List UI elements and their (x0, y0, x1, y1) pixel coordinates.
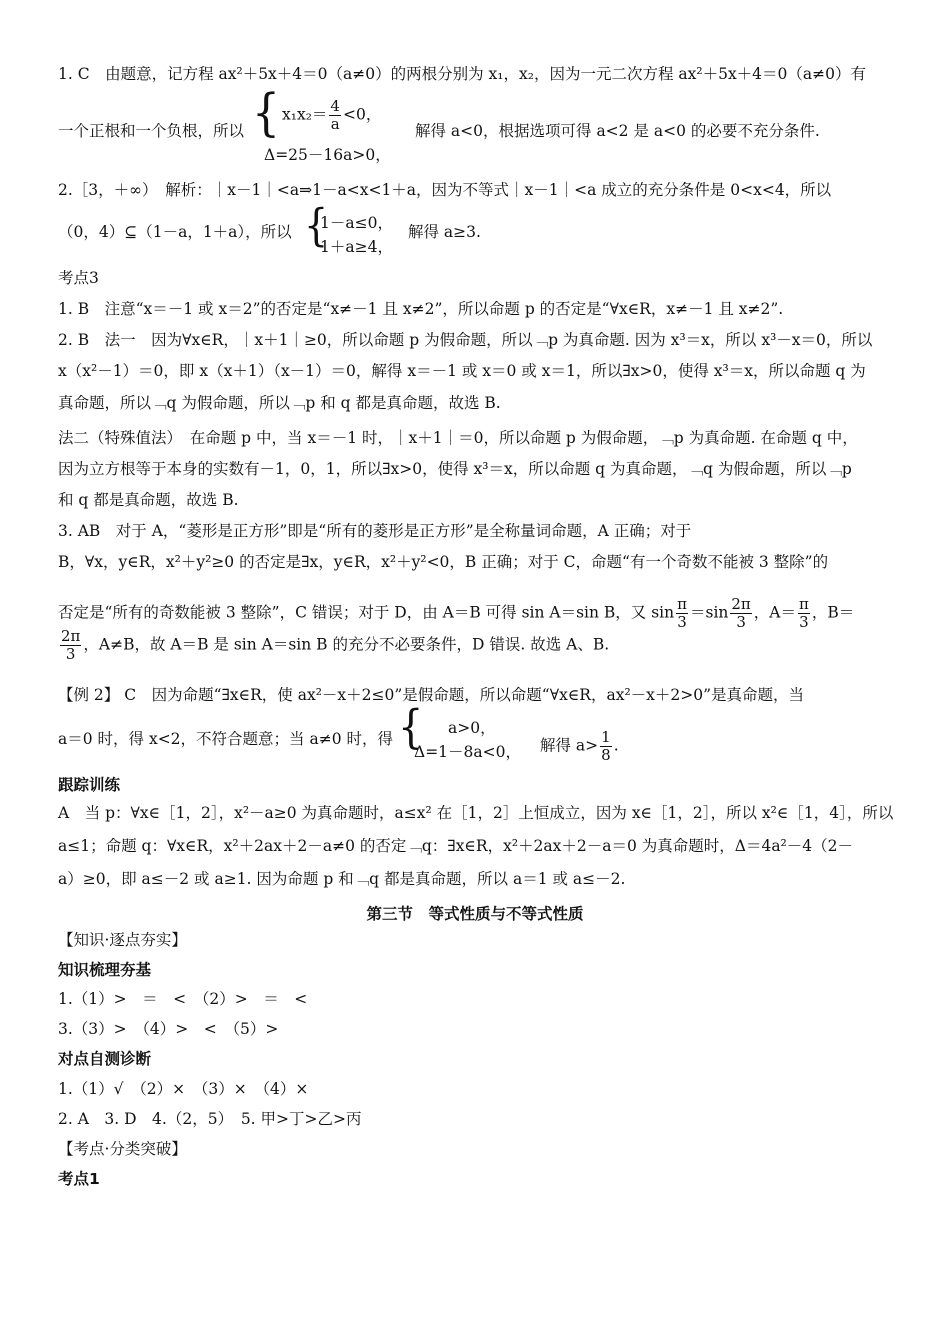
text-line: A 当 p：∀x∈［1，2］，x²－a≥0 为真命题时，a≤x² 在［1，2］上恒成立，因为 x∈［1，2］，所以 x²∈［1，4］，所以 (58, 804, 894, 822)
text-line: a）≥0，即 a≤－2 或 a≥1. 因为命题 p 和﹁q 都是真命题，所以 a＝1 或 a≤－2. (58, 870, 626, 888)
system-brace: { (398, 700, 424, 754)
text-segment: 解得 a> (540, 736, 599, 755)
equation-row: Δ=1－8a<0， (414, 743, 521, 761)
text-line: 解得 a≥3. (408, 223, 481, 241)
text-line: 解得 a<0，根据选项可得 a<2 是 a<0 的必要不充分条件. (415, 122, 820, 140)
text-line: a≤1；命题 q：∀x∈R，x²＋2ax＋2－a≠0 的否定﹁q：∃x∈R，x²＋2ax＋2－a＝0 为真命题时，Δ＝4a²－4（2－ (58, 837, 853, 855)
text-segment: ，B＝ (811, 603, 855, 622)
text-line (540, 729, 619, 764)
fraction: $\frac{2\pi}{3}$ (61, 627, 81, 663)
fraction: $\frac{\pi}{3}$ (799, 595, 809, 631)
text-line: 3. AB 对于 A，“菱形是正方形”即是“所有的菱形是正方形”是全称量词命题，A 正确；对于 (58, 522, 692, 540)
text-segment: ＝sin (689, 603, 729, 622)
text-segment: 否定是“所有的奇数能被 3 整除”，C 错误；对于 D，由 A＝B 可得 sin A＝sin B，又 sin (58, 603, 675, 622)
equation-row: 1＋a≥4， (320, 238, 393, 256)
text-line: 考点3 (58, 269, 99, 287)
text-line: a＝0 时，得 x<2，不符合题意；当 a≠0 时，得 (58, 730, 393, 748)
text-segment: . (613, 736, 619, 755)
text-line: 和 q 都是真命题，故选 B. (58, 491, 239, 509)
fraction: $\frac{\pi}{3}$ (677, 595, 687, 631)
fraction: $\frac{1}{8}$ (601, 728, 611, 764)
section-heading: 对点自测诊断 (58, 1050, 152, 1068)
section-heading: 考点1 (58, 1170, 100, 1188)
text-line: 【知识·逐点夯实】 (58, 931, 187, 949)
text-segment: ，A＝ (753, 603, 796, 622)
text-line: （0，4）⊆（1－a，1＋a），所以 (58, 223, 292, 241)
equation-text: x₁x₂＝ (282, 105, 328, 124)
fraction: $\frac{2\pi}{3}$ (731, 595, 751, 631)
text-line: 【考点·分类突破】 (58, 1140, 187, 1158)
text-line: x（x²－1）＝0，即 x（x＋1）（x－1）＝0，解得 x＝－1 或 x＝0 或 x＝1，所以∃x>0，使得 x³＝x，所以命题 q 为 (58, 362, 866, 380)
text-line: 2. B 法一 因为∀x∈R，｜x＋1｜≥0，所以命题 p 为假命题，所以﹁p 为真命题. 因为 x³＝x，所以 x³－x＝0，所以 (58, 331, 873, 349)
equation-row: a>0， (448, 719, 496, 737)
text-line: 真命题，所以﹁q 为假命题，所以﹁p 和 q 都是真命题，故选 B. (58, 394, 501, 412)
text-line: 1.（1）√ （2）× （3）× （4）× (58, 1080, 309, 1098)
text-segment: ，A≠B，故 A＝B 是 sin A＝sin B 的充分不必要条件，D 错误. 故选 A、B. (83, 635, 610, 654)
equation-row (282, 98, 381, 133)
equation-row: 1－a≤0， (320, 214, 393, 232)
text-line: 1. B 注意“x＝－1 或 x＝2”的否定是“x≠－1 且 x≠2”，所以命题 p 的否定是“∀x∈R，x≠－1 且 x≠2”. (58, 300, 784, 318)
text-line: 2. A 3. D 4.（2，5） 5. 甲>丁>乙>丙 (58, 1110, 362, 1128)
text-line: 【例 2】 C 因为命题“∃x∈R，使 ax²－x＋2≤0”是假命题，所以命题“∀x∈R，ax²－x＋2>0”是真命题，当 (58, 686, 805, 704)
text-line: 1.（1）> ＝ < （2）> ＝ < (58, 990, 308, 1008)
system-brace: { (304, 200, 329, 251)
section-title: 第三节 等式性质与不等式性质 (366, 905, 584, 923)
text-line (58, 596, 854, 631)
system-brace: { (252, 83, 280, 143)
text-line: 1. C 由题意，记方程 ax²＋5x＋4＝0（a≠0）的两根分别为 x₁，x₂，因为一元二次方程 ax²＋5x＋4＝0（a≠0）有 (58, 65, 866, 83)
text-line: 法二（特殊值法） 在命题 p 中，当 x＝－1 时，｜x＋1｜＝0，所以命题 p 为假命题，﹁p 为真命题. 在命题 q 中， (58, 429, 858, 447)
text-line: 因为立方根等于本身的实数有－1，0，1，所以∃x>0，使得 x³＝x，所以命题 q 为真命题，﹁q 为假命题，所以﹁p (58, 460, 852, 478)
equation-row: Δ=25－16a>0， (264, 146, 391, 164)
section-heading: 跟踪训练 (58, 776, 121, 794)
text-line: 一个正根和一个负根，所以 (58, 122, 245, 140)
text-line (58, 628, 609, 663)
section-heading: 知识梳理夯基 (58, 961, 152, 979)
text-line: B，∀x，y∈R，x²＋y²≥0 的否定是∃x，y∈R，x²＋y²<0，B 正确；对于 C，命题“有一个奇数不能被 3 整除”的 (58, 553, 829, 571)
equation-text: <0， (342, 105, 382, 124)
text-line: 2.［3，＋∞） 解析：｜x－1｜<a⇒1－a<x<1＋a，因为不等式｜x－1｜<a 成立的充分条件是 0<x<4，所以 (58, 181, 832, 199)
text-line: 3.（3）> （4）> < （5）> (58, 1020, 279, 1038)
fraction: $\frac{4}{a}$ (330, 97, 340, 133)
